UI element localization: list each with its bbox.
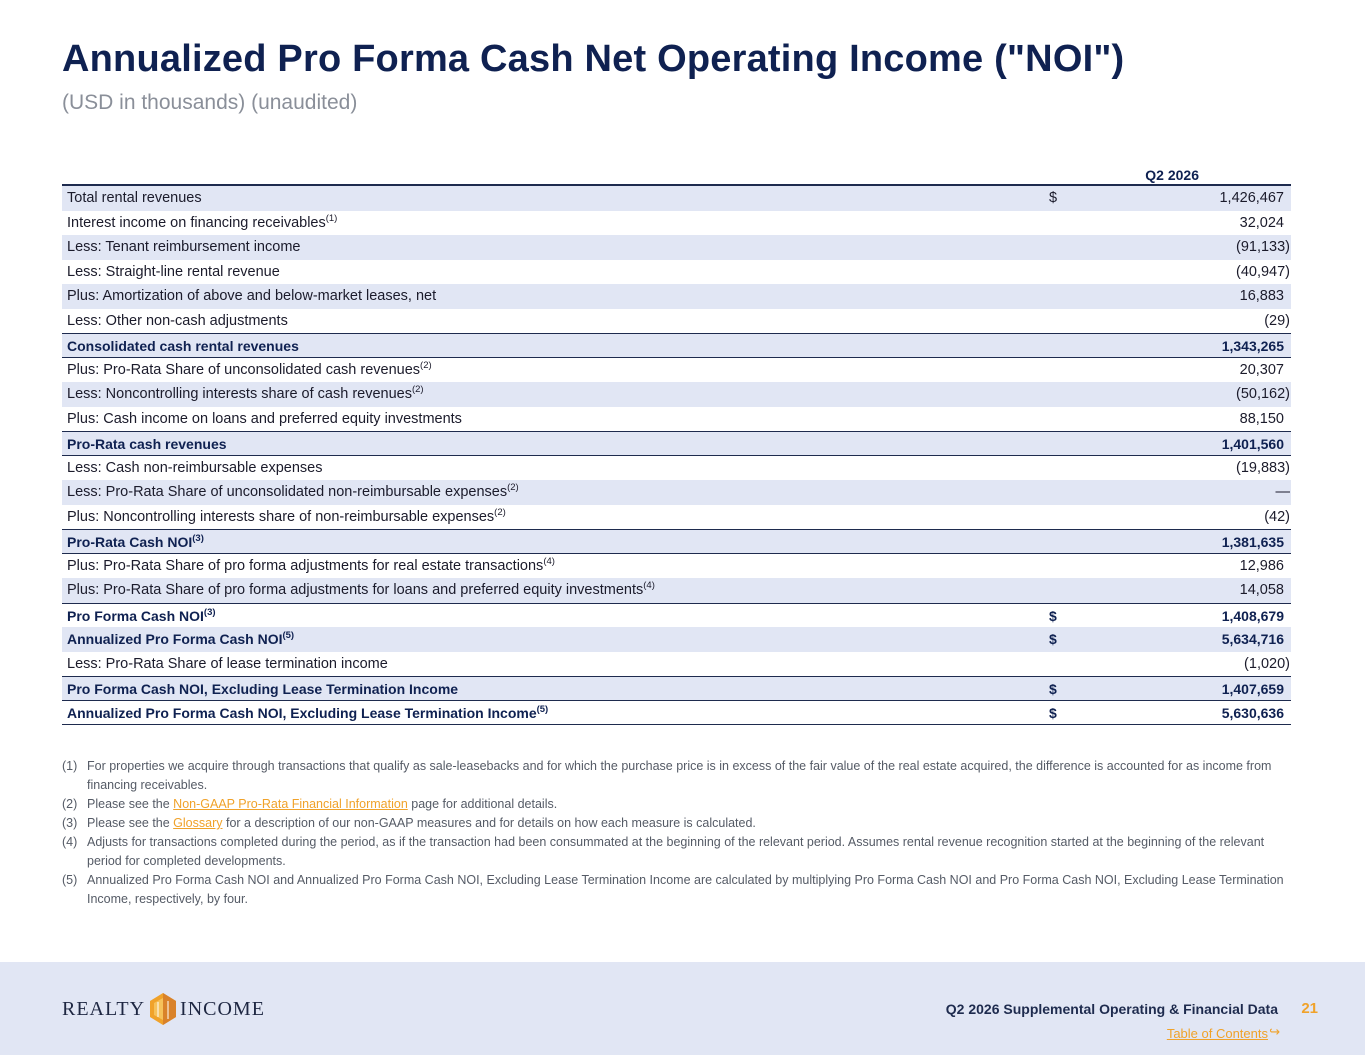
logo-mark-icon (150, 993, 176, 1025)
row-value: (42) (1264, 508, 1290, 525)
total-row (62, 603, 1291, 628)
page-number: 21 (1301, 1000, 1318, 1017)
subtotal-row (62, 529, 1291, 554)
column-header-q2-2026: Q2 2026 (1145, 167, 1199, 183)
row-dollar: $ (1049, 190, 1058, 206)
row-dollar: $ (1049, 631, 1057, 647)
row-value: 88,150 (1239, 410, 1284, 427)
row-label: Less: Noncontrolling interests share of cash revenues$^{(2)}$ (67, 384, 424, 402)
footnote-4: (4) Adjusts for transactions completed during the period, as if the transaction had been consummated at the beginning of the relevant period. Assumes rental revenue recognition started at the beginning of the relevant period for completed developments. (62, 835, 1265, 868)
table-row (62, 382, 1291, 407)
row-label: Plus: Pro-Rata Share of unconsolidated cash revenues$^{(2)}$ (67, 359, 432, 378)
table-of-contents-link[interactable]: Table of Contents (1166, 1026, 1268, 1041)
row-value: 12,986 (1239, 557, 1284, 574)
footnote-5: (5) Annualized Pro Forma Cash NOI and Annualized Pro Forma Cash NOI, Excluding Lease Termination Income are calculated by multiplying Pro Forma Cash NOI and Pro Forma Cash NOI, Excluding Lease Termination Income, respectively, by four. (62, 873, 1284, 906)
row-value: — (1275, 484, 1290, 500)
table-row (62, 284, 1291, 309)
footnotes (62, 757, 1292, 909)
row-value: (1,020) (1244, 655, 1290, 672)
row-label: Less: Other non-cash adjustments (67, 312, 288, 329)
row-value: (91,133) (1235, 239, 1290, 255)
row-value: 20,307 (1239, 361, 1284, 378)
total-row (62, 627, 1291, 652)
document-title: Q2 2026 Supplemental Operating & Financial Data (945, 1001, 1278, 1017)
row-label: Less: Tenant reimbursement income (67, 239, 301, 255)
row-label: Plus: Cash income on loans and preferred equity investments (67, 410, 462, 427)
row-label: Consolidated cash rental revenues (67, 338, 299, 354)
realty-income-logo: REALTY INCOME (62, 993, 265, 1025)
row-label: Annualized Pro Forma Cash NOI, Excluding Lease Termination Income$^{(5)}$ (67, 703, 549, 721)
row-label: Pro-Rata Cash NOI$^{(3)}$ (67, 533, 204, 550)
table-row (62, 407, 1291, 432)
row-label: Less: Straight-line rental revenue (67, 263, 280, 280)
row-label: Interest income on financing receivables$^{(1)}$ (67, 212, 338, 231)
row-value: 5,634,716 (1221, 631, 1284, 647)
row-value: (50,162) (1235, 386, 1290, 402)
row-label: Pro Forma Cash NOI$^{(3)}$ (67, 606, 216, 624)
table-row (62, 186, 1291, 211)
footnote-1: (1) For properties we acquire through transactions that qualify as sale-leasebacks and for which the purchase price is in excess of the fair value of the real estate acquired, the difference is accounted for as income from financing receivables. (62, 759, 1272, 792)
table-row (62, 260, 1291, 285)
row-value: 1,426,467 (1219, 190, 1284, 206)
row-label: Pro Forma Cash NOI, Excluding Lease Termination Income (67, 681, 459, 697)
table-row (62, 480, 1291, 505)
return-arrow-icon: ↪ (1269, 1024, 1280, 1039)
row-value: 1,408,679 (1221, 607, 1284, 624)
table-row (62, 578, 1291, 603)
row-value: (40,947) (1235, 263, 1290, 280)
row-label: Pro-Rata cash revenues (67, 436, 227, 452)
footnote-3: (3) Please see the Glossary for a description of our non-GAAP measures and for details on how each measure is calculated. (62, 816, 756, 830)
table-row (62, 554, 1291, 579)
row-value: 1,381,635 (1221, 534, 1284, 550)
row-value: 5,630,636 (1221, 704, 1284, 721)
row-value: 32,024 (1239, 214, 1284, 231)
row-label: Less: Cash non-reimbursable expenses (67, 459, 323, 476)
table-column-header (62, 163, 1291, 186)
page-subtitle: (USD in thousands) (unaudited) (62, 91, 358, 114)
row-value: 1,343,265 (1221, 338, 1284, 354)
row-value: (29) (1264, 312, 1290, 329)
total-row (62, 676, 1291, 701)
row-label: Annualized Pro Forma Cash NOI$^{(5)}$ (67, 630, 295, 647)
row-label: Plus: Noncontrolling interests share of non-reimbursable expenses$^{(2)}$ (67, 506, 506, 525)
row-dollar: $ (1049, 681, 1057, 697)
row-value: 16,883 (1239, 288, 1284, 304)
glossary-link[interactable]: Glossary (173, 816, 223, 830)
row-value: (19,883) (1235, 459, 1290, 476)
row-value: 1,407,659 (1221, 681, 1284, 697)
row-label: Less: Pro-Rata Share of lease termination income (67, 655, 388, 672)
row-dollar: $ (1049, 607, 1057, 624)
noi-table (62, 163, 1291, 725)
page-title: Annualized Pro Forma Cash Net Operating Income ("NOI") (62, 38, 1125, 80)
row-label: Plus: Pro-Rata Share of pro forma adjustments for real estate transactions$^{(4)}$ (67, 555, 555, 574)
row-label: Plus: Pro-Rata Share of pro forma adjustments for loans and preferred equity investments$^{(4)}$ (67, 580, 655, 598)
total-row (62, 701, 1291, 726)
row-label: Plus: Amortization of above and below-market leases, net (67, 288, 437, 304)
page-footer (0, 962, 1365, 1055)
table-row (62, 211, 1291, 236)
row-label: Total rental revenues (67, 190, 202, 206)
table-row (62, 235, 1291, 260)
row-value: 1,401,560 (1221, 436, 1284, 452)
row-dollar: $ (1049, 704, 1057, 721)
table-row (62, 358, 1291, 383)
table-row (62, 456, 1291, 481)
non-gaap-link[interactable]: Non-GAAP Pro-Rata Financial Information (173, 797, 408, 811)
subtotal-row (62, 333, 1291, 358)
table-row (62, 505, 1291, 530)
subtotal-row (62, 431, 1291, 456)
table-row (62, 309, 1291, 334)
row-value: 14,058 (1239, 582, 1284, 598)
table-row (62, 652, 1291, 677)
footnote-2: (2) Please see the Non-GAAP Pro-Rata Financial Information page for additional details. (62, 797, 558, 811)
row-label: Less: Pro-Rata Share of unconsolidated non-reimbursable expenses$^{(2)}$ (67, 482, 519, 500)
